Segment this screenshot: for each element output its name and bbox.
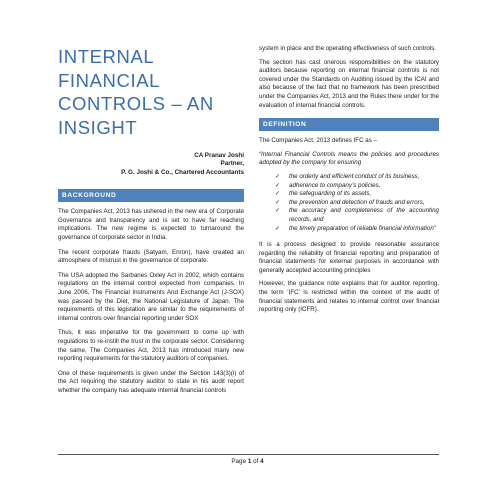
list-item-text: the safeguarding of its assets,	[289, 190, 372, 198]
list-item	[275, 207, 439, 224]
checkmark-icon: ✓	[275, 207, 281, 215]
background-paragraph: Thus, it was imperative for the government to come up with regulations to re-instill the trust in the corporate sector. Considering the same, The Companies Act, 2013 has introduced many new reporting requirements for the statutory auditors of companies.	[58, 329, 244, 363]
author-role: Partner,	[220, 160, 244, 168]
definition-quote: “Internal Financial Controls means the policies and procedures adopted by the company for ensuring	[259, 150, 439, 167]
list-item-text: the orderly and efficient conduct of its business,	[289, 172, 420, 180]
background-paragraph: The Companies Act, 2013 has ushered in the new era of Corporate Governance and transparency and is set to have far reaching implications. The new regime is expected to turnaround the governance of corporate sector in India.	[58, 208, 244, 241]
guidance-paragraph: However, the guidance note explains that for auditor reporting, the term ‘IFC’ is restricted within the context of the audit of financial statements and relates to internal control over financial reporting only (ICFR).	[259, 280, 439, 314]
process-paragraph: It is a process designed to provide reasonable assurance regarding the reliability of financial reporting and preparation of financial statements for external purposes in accordance with generally accepted accounting principles	[259, 241, 439, 274]
checkmark-icon: ✓	[275, 190, 281, 198]
list-item	[275, 190, 439, 199]
title-line: INTERNAL	[58, 46, 155, 67]
checkmark-icon: ✓	[275, 181, 281, 189]
list-item	[275, 198, 439, 208]
list-item	[275, 224, 439, 234]
page-number: Page 1 of 4	[231, 458, 264, 465]
responsibility-paragraph: The section has cast onerous responsibilities on the statutory auditors because reporting on internal financial controls is not covered under the Standards on Auditing issued by the ICAI and also because of the fact that no framework has been prescribed under the Companies Act, 2013 and the Rules there under for the evaluation of internal financial controls.	[259, 58, 439, 109]
background-paragraph: One of these requirements is given under the Section 143(3)(i) of the Act requiring the statutory auditor to state in his audit report whether the company has adequate internal financial controls	[58, 369, 244, 394]
document-title	[58, 45, 244, 139]
left-column	[58, 45, 244, 402]
list-item-text: the accuracy and completeness of the accounting records, and	[289, 207, 439, 223]
background-paragraph: The recent corporate frauds (Satyam, Enron), have created an atmosphere of mistrust in the governance of corporate.	[58, 248, 244, 265]
title-line: FINANCIAL	[58, 69, 161, 91]
footer-rule	[58, 454, 439, 455]
list-item	[275, 181, 439, 191]
definition-list	[259, 173, 439, 233]
continuation-paragraph: system in place and the operating effectiveness of such controls.	[259, 45, 437, 52]
right-column	[259, 45, 439, 320]
background-paragraph: The USA adopted the Sarbanes Oxley Act in 2002, which contains regulations on the internal control expected from companies. In June 2006, The Financial Instruments And Exchange Act (J-SOX) was passed by the Diet, the National Legislature of Japan. The requirements of this legislation are similar to the requirements of internal controls over financial reporting under SOX	[58, 271, 244, 322]
section-heading-definition: DEFINITION	[259, 118, 439, 131]
list-item	[275, 172, 439, 182]
checkmark-icon: ✓	[275, 198, 281, 206]
author-block	[58, 152, 244, 177]
checkmark-icon: ✓	[275, 172, 281, 180]
author-name: CA Pranav Joshi	[194, 152, 244, 159]
list-item-text: adherence to company’s policies,	[289, 181, 381, 189]
checkmark-icon: ✓	[275, 224, 281, 232]
title-line: CONTROLS – AN	[58, 93, 214, 114]
section-heading-background: BACKGROUND	[58, 189, 244, 202]
list-item-text: the timely preparation of reliable financial information”	[289, 224, 436, 232]
list-item-text: the prevention and detection of frauds and errors,	[289, 198, 425, 206]
author-firm: P. G. Joshi & Co., Chartered Accountants	[121, 168, 244, 176]
definition-intro: The Companies Act, 2013 defines IFC as –	[259, 137, 377, 145]
title-line: INSIGHT	[58, 116, 138, 138]
